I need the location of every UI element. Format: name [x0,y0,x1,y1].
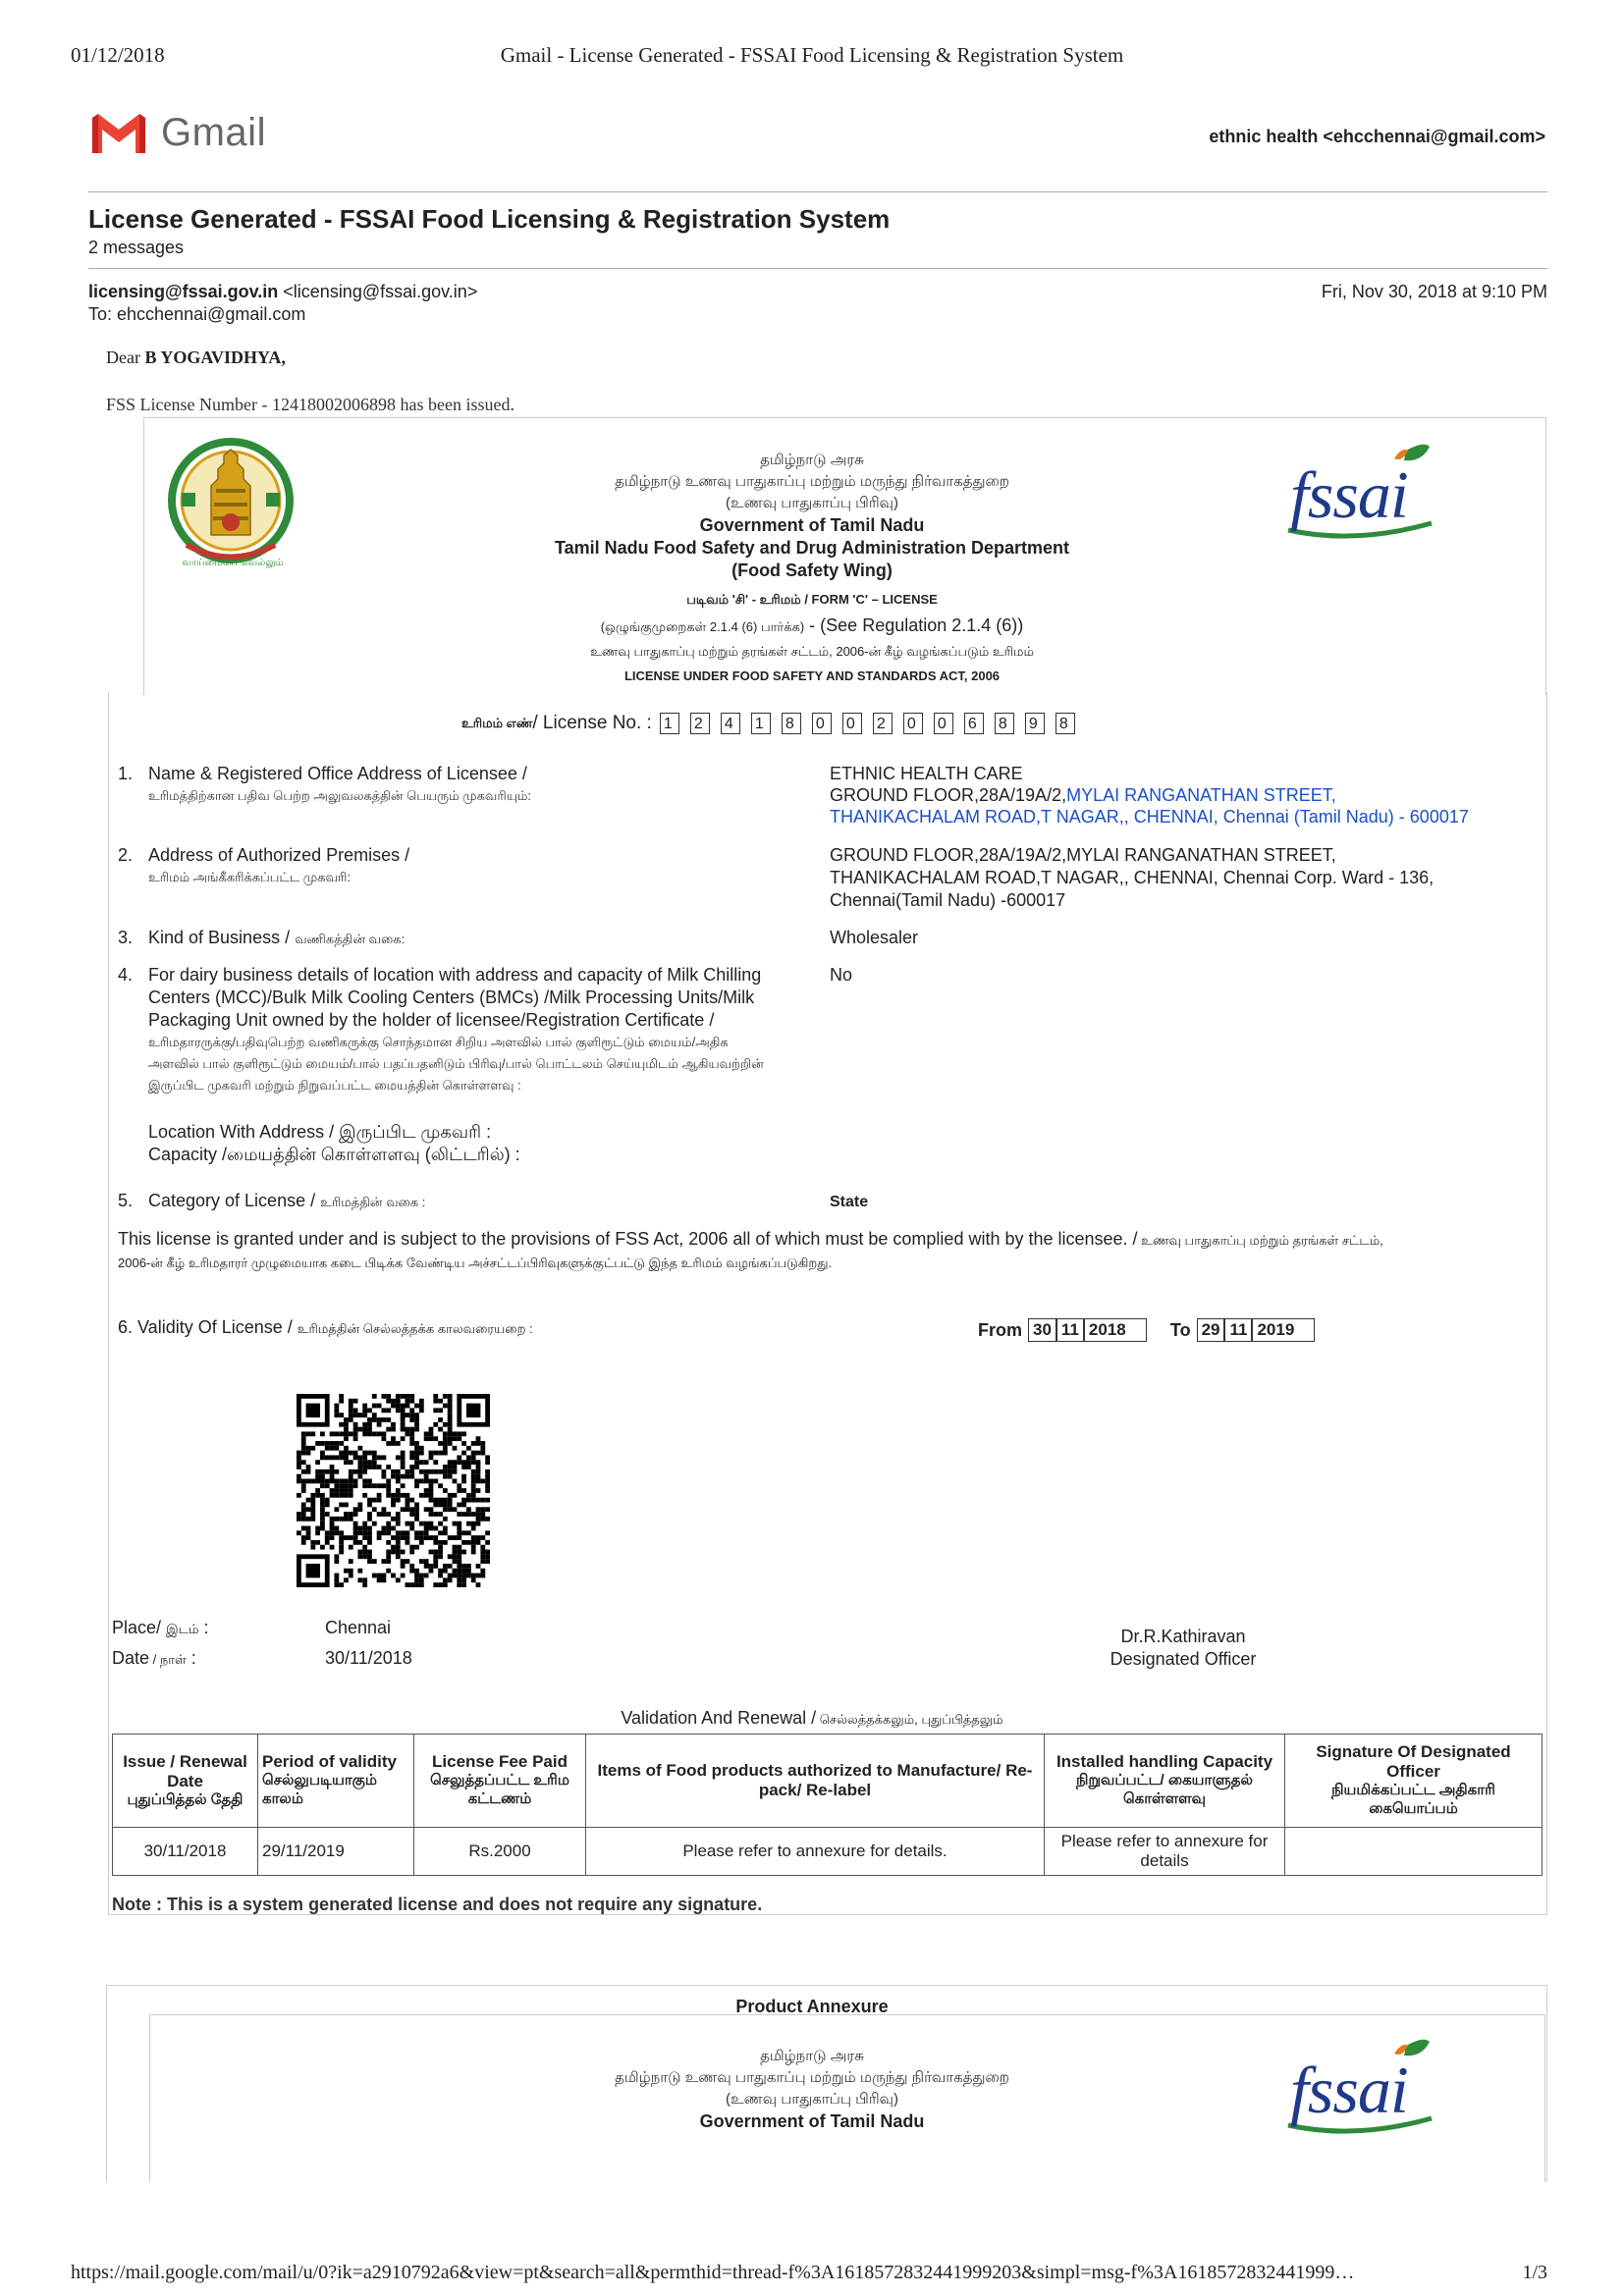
header-ta-line1: தமிழ்நாடு அரசு [760,452,864,468]
header-signature-en: Signature Of Designated Officer [1316,1742,1511,1781]
from-label: From [978,1319,1022,1340]
place-label-ta: இடம் [166,1622,199,1636]
item-4-label-line3: Packaging Unit owned by the holder of licensee/Registration Certificate / [148,1010,715,1030]
item-5-label [148,1191,425,1211]
act-ta-line: உணவு பாதுகாப்பு மற்றும் தரங்கள் சட்டம், 2006-ன் கீழ் வழங்கப்படும் உரிமம் [590,644,1034,659]
license-digit-box: 8 [1056,713,1075,734]
place-value: Chennai [325,1618,392,1637]
to-year: 2019 [1252,1318,1315,1342]
greeting-prefix: Dear [106,347,145,367]
annexure-title: Product Annexure [735,1997,889,2016]
header-issue-date [113,1735,258,1828]
item-3-label-en: Kind of Business / [148,928,291,947]
thread-subject: License Generated - FSSAI Food Licensing & Registration System [88,204,891,234]
renewal-title-en: Validation And Renewal / [621,1708,817,1728]
granted-ta-1: உணவு பாதுகாப்பு மற்றும் தரங்கள் சட்டம், [1137,1233,1383,1248]
header-ta-line2: தமிழ்நாடு உணவு பாதுகாப்பு மற்றும் மருந்து நிர்வாகத்துறை [615,473,1009,490]
annexure-ta-line3: (உணவு பாதுகாப்பு பிரிவு) [726,2091,898,2108]
date-label-ta: / நாள் [149,1652,187,1667]
item-5-value: State [830,1194,869,1210]
cell-signature [1285,1828,1543,1876]
cell-fee: Rs.2000 [414,1828,586,1876]
print-header-title: Gmail - License Generated - FSSAI Food Licensing & Registration System [500,43,1124,67]
item-3-value: Wholesaler [830,928,919,947]
license-digit-box: 1 [660,713,679,734]
license-digit-box: 6 [964,713,984,734]
greeting [106,347,286,368]
validity-dates [978,1318,1315,1342]
item-4-label-ta-line1: உரிமதாரருக்கு/பதிவுபெற்ற வணிகருக்கு சொந்தமான சிறிய அளவில் பால் குளிரூட்டும் மையம்/அதிக [148,1035,729,1049]
act-en-line: LICENSE UNDER FOOD SAFETY AND STANDARDS ACT, 2006 [623,668,1001,683]
license-digit-box: 8 [995,713,1014,734]
qr-code-icon [297,1394,490,1587]
header-items-en: Items of Food products authorized to Manufacture/ Re-pack/ Re-label [597,1761,1033,1799]
place-label [112,1618,209,1638]
sender [88,282,477,302]
print-header-date: 01/12/2018 [71,43,165,67]
item-1-address-link[interactable]: MYLAI RANGANATHAN STREET, [1066,785,1336,805]
message-count: 2 messages [88,238,185,257]
cell-capacity: Please refer to annexure for details [1045,1828,1285,1876]
annexure-ta-line2: தமிழ்நாடு உணவு பாதுகாப்பு மற்றும் மருந்து நிர்வாகத்துறை [615,2069,1009,2086]
license-digit-box: 0 [812,713,832,734]
item-4-label-line1: For dairy business details of location with address and capacity of Milk Chilling [148,965,762,985]
header-capacity [1045,1735,1285,1828]
table-row [113,1828,1543,1876]
header-issue-date-ta: புதுப்பித்தல் தேதி [127,1790,244,1808]
item-4-value: No [830,965,853,985]
gmail-envelope-icon [88,110,149,155]
item-2-label-ta: உரிமம் அங்கீகரிக்கப்பட்ட முகவரி: [148,870,351,884]
granted-en: This license is granted under and is subject to the provisions of FSS Act, 2006 all of which must be complied with by the licensee. / [118,1229,1138,1249]
fssai-wordmark: fssai [1290,457,1408,532]
license-digit-box: 0 [934,713,953,734]
message-date: Fri, Nov 30, 2018 at 9:10 PM [1321,282,1547,301]
sender-name[interactable]: licensing@fssai.gov.in [88,282,279,301]
gmail-wordmark: Gmail [161,110,266,154]
validity-label [118,1317,533,1338]
qr-code [297,1394,490,1592]
table-header-row [113,1735,1543,1828]
divider [88,191,1547,192]
item-3-label-ta: வணிகத்தின் வகை: [295,932,406,946]
header-en-line1: Government of Tamil Nadu [699,515,925,535]
license-digit-box: 2 [873,713,893,734]
item-4-label-ta-line2: அளவில் பால் குளிரூட்டும் மையம்/பால் பதப்பதனிடும் பிரிவு/பால் பொட்டலம் செய்யுமிடம் ஆகியவற்றின் [148,1056,764,1071]
item-3-number: 3. [118,928,134,947]
header-period-ta: செல்லுபடியாகும் காலம் [262,1772,377,1807]
date-label [112,1648,196,1669]
header-signature [1285,1735,1543,1828]
greeting-name: B YOGAVIDHYA, [144,347,286,367]
to-month: 11 [1224,1318,1252,1342]
header-fee-ta: செலுத்தப்பட்ட உரிம கட்டணம் [430,1772,569,1807]
officer-name: Dr.R.Kathiravan [1120,1627,1246,1646]
to-day: 29 [1197,1318,1225,1342]
validity-label-en: 6. Validity Of License / [118,1317,293,1337]
form-c-line: படிவம் 'சி' - உரிமம் / FORM 'C' – LICENSE [686,592,938,607]
item-1-value-address [830,785,1336,806]
to-label: To [1169,1319,1191,1340]
header-ta-line3: (உணவு பாதுகாப்பு பிரிவு) [726,495,898,511]
sender-email: <licensing@fssai.gov.in> [283,282,478,301]
from-day: 30 [1028,1318,1056,1342]
license-digit-box: 2 [690,713,710,734]
item-1-number: 1. [118,764,134,783]
header-fee-en: License Fee Paid [432,1752,568,1771]
cell-items: Please refer to annexure for details. [586,1828,1045,1876]
header-signature-ta: நியமிக்கப்பட்ட அதிகாரி கையொப்பம் [1331,1782,1495,1817]
item-2-value-line3: Chennai(Tamil Nadu) -600017 [830,890,1066,910]
item-1-address-plain: GROUND FLOOR,28A/19A/2, [830,785,1067,805]
item-4-location: Location With Address / இருப்பிட முகவரி : [148,1122,492,1142]
from-month: 11 [1056,1318,1084,1342]
place-label-en: Place/ [112,1618,162,1637]
header-en-line2: Tamil Nadu Food Safety and Drug Administration Department [554,538,1070,558]
item-4-label-line2: Centers (MCC)/Bulk Milk Cooling Centers (BMCs) /Milk Processing Units/Milk [148,988,755,1007]
print-footer-url: https://mail.google.com/mail/u/0?ik=a2910792a6&view=pt&search=all&permthid=thread-f%3A1618572832441999203&simpl=msg-f%3A1618572832441999… [71,2262,1355,2283]
header-items [586,1735,1045,1828]
fssai-wordmark: fssai [1290,2053,1408,2127]
item-5-label-ta: உரிமத்தின் வகை : [320,1195,426,1209]
header-issue-date-en: Issue / Renewal Date [123,1751,247,1790]
date-value: 30/11/2018 [325,1648,412,1668]
license-digit-boxes [660,713,1086,734]
item-2-number: 2. [118,845,134,865]
license-digit-box: 9 [1025,713,1045,734]
item-4-capacity: Capacity /மையத்தின் கொள்ளளவு (லிட்டரில்) : [148,1145,520,1164]
item-3-label [148,928,405,948]
divider [88,268,1547,269]
item-5-label-en: Category of License / [148,1191,316,1210]
header-period [258,1735,414,1828]
regulation-line [0,615,1624,636]
system-note: Note : This is a system generated license and does not require any signature. [112,1895,763,1914]
account-label: ethnic health <ehcchennai@gmail.com> [1209,127,1545,146]
header-capacity-en: Installed handling Capacity [1056,1752,1273,1771]
item-1-label: Name & Registered Office Address of Licensee / [148,764,527,783]
place-label-colon: : [198,1618,209,1637]
regulation-ta: (ஒழுங்குமுறைகள் 2.1.4 (6) பார்க்க) [600,619,805,634]
item-2-label: Address of Authorized Premises / [148,845,410,865]
header-en-line3: (Food Safety Wing) [731,561,893,580]
date-label-en: Date [112,1648,150,1668]
granted-statement [118,1229,1383,1250]
license-issued-text: FSS License Number - 12418002006898 has been issued. [106,395,514,414]
gmail-logo[interactable] [88,110,266,155]
item-4-number: 4. [118,965,134,985]
annexure-en-line1: Government of Tamil Nadu [699,2111,925,2131]
officer-title: Designated Officer [1110,1649,1257,1669]
license-digit-box: 1 [751,713,771,734]
license-digit-box: 0 [842,713,862,734]
granted-ta-2: 2006-ன் கீழ் உரிமதாரர் முழுமையாக கடை பிடிக்க வேண்டிய அச்சட்டப்பிரிவுகளுக்குட்பட்டு இந்த உரிமம் வழங்கப்படுகிறது. [118,1255,833,1270]
license-label-ta: உரிமம் எண் [461,715,533,730]
validity-label-ta: உரிமத்தின் செல்லத்தக்க காலவரையறை : [297,1321,533,1336]
annexure-fssai-logo [1286,2032,1434,2150]
from-year: 2018 [1084,1318,1147,1342]
regulation-en: - (See Regulation 2.1.4 (6)) [804,615,1024,635]
renewal-title-ta: செல்லத்தக்கலும், புதுப்பித்தலும் [816,1712,1003,1727]
date-label-colon: : [186,1648,196,1668]
header-capacity-ta: நிறுவப்பட்ட/ கையாளுதல் கொள்ளளவு [1076,1772,1253,1807]
license-digit-box: 0 [903,713,923,734]
license-digit-box: 8 [782,713,801,734]
item-5-number: 5. [118,1191,134,1210]
license-digit-box: 4 [721,713,740,734]
item-2-value-line2: THANIKACHALAM ROAD,T NAGAR,, CHENNAI, Chennai Corp. Ward - 136, [830,868,1435,887]
license-label-en: / License No. : [532,713,652,733]
license-number-row [461,713,1086,734]
item-4-label-ta-line3: இருப்பிட முகவரி மற்றும் நிறுவப்பட்ட மையத்தின் கொள்ளளவு : [148,1078,521,1093]
cell-period: 29/11/2019 [258,1828,414,1876]
emblem-caption: வாய்மையே வெல்லும் [182,558,284,568]
item-1-label-ta: உரிமத்திற்கான பதிவ பெற்ற அலுவலகத்தின் பெயரும் முகவரியும்: [148,788,531,803]
annexure-ta-line1: தமிழ்நாடு அரசு [760,2048,864,2064]
cell-issue-date: 30/11/2018 [113,1828,258,1876]
renewal-title [0,1708,1624,1729]
print-footer-page: 1/3 [1522,2262,1547,2283]
header-fee [414,1735,586,1828]
item-1-address-link-2[interactable]: THANIKACHALAM ROAD,T NAGAR,, CHENNAI, Chennai (Tamil Nadu) - 600017 [830,807,1469,827]
header-period-en: Period of validity [262,1752,397,1771]
item-2-value-line1: GROUND FLOOR,28A/19A/2,MYLAI RANGANATHAN STREET, [830,845,1336,865]
renewal-table [112,1734,1543,1876]
item-1-value-name: ETHNIC HEALTH CARE [830,764,1023,783]
recipient: To: ehcchennai@gmail.com [88,304,306,324]
